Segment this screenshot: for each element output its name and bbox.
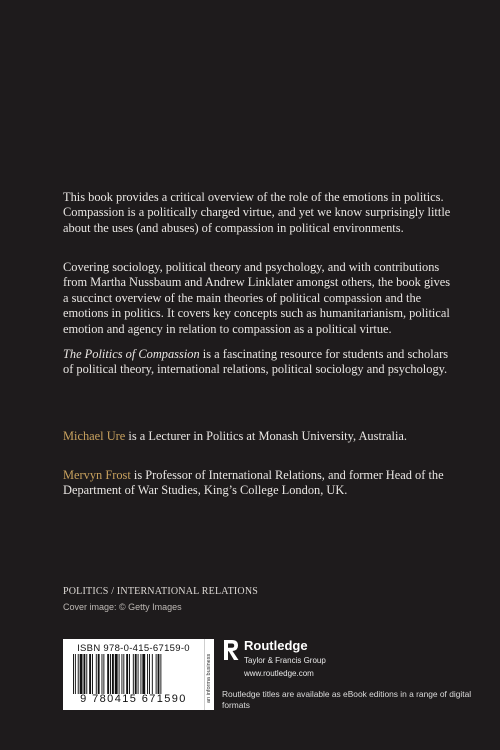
publisher-name: Routledge: [244, 638, 308, 653]
barcode-bar: [78, 654, 79, 694]
barcode-bar: [112, 654, 114, 694]
barcode-bar: [115, 654, 118, 694]
barcode-bar: [80, 654, 83, 694]
blurb-text: Covering sociology, political theory and psychology, and with contributions from Martha Nussbaum and Andrew Linklater amongst others, the book gives a succinct overview of the main theories of political compassion and the emotions in politics. It covers key concepts such as humanitarianism, political emotion and agency in relation to compassion as a political virtue.: [63, 260, 451, 336]
cover-credit: Cover image: © Getty Images: [63, 602, 182, 612]
author-name: Mervyn Frost: [63, 468, 131, 482]
blurb-text: This book provides a critical overview of the role of the emotions in politics. Compassion is a politically charged virtue, and yet we know surprisingly little about the uses (and abuses) of compassion in political environments.: [63, 190, 451, 235]
barcode-bar: [83, 654, 85, 694]
barcode-bars: [73, 654, 194, 694]
barcode-bar: [135, 654, 137, 694]
isbn-digits: 9 780415 671590: [80, 693, 187, 705]
barcode-bar: [107, 654, 109, 694]
ebook-note: Routledge titles are available as eBook editions in a range of digital formats: [222, 689, 472, 710]
side-strip-text: an informa business: [206, 653, 212, 703]
barcode-bar: [110, 654, 111, 694]
subject-category: POLITICS / INTERNATIONAL RELATIONS: [63, 586, 259, 597]
publisher-group: Taylor & Francis Group: [244, 656, 326, 665]
author-bio: is Professor of International Relations, and former Head of the Department of War Studies, King’s College London, UK.: [63, 468, 444, 498]
barcode-bar: [158, 654, 160, 694]
author-bio-2: [63, 468, 473, 499]
barcode-bar: [123, 654, 124, 694]
barcode-bar: [147, 654, 148, 694]
barcode-bar: [152, 654, 153, 694]
barcode-bar: [96, 654, 97, 694]
barcode-bar: [160, 654, 161, 694]
barcode-bar: [133, 654, 134, 694]
barcode-bar: [126, 654, 128, 694]
barcode-bar: [86, 654, 87, 694]
isbn-label: ISBN 978-0-415-67159-0: [77, 643, 190, 654]
barcode-bar: [138, 654, 139, 694]
barcode-bar: [103, 654, 104, 694]
author-name: Michael Ure: [63, 429, 126, 443]
barcode-bar: [89, 654, 91, 694]
barcode-bar: [129, 654, 130, 694]
barcode-bar: [156, 654, 157, 694]
barcode-bar: [121, 654, 122, 694]
barcode-bar: [98, 654, 100, 694]
barcode-bar: [73, 654, 74, 694]
barcode: [63, 639, 204, 710]
barcode-bar: [92, 654, 93, 694]
book-title: The Politics of Compassion: [63, 347, 200, 361]
routledge-logo-icon: [222, 639, 240, 661]
barcode-bar: [75, 654, 76, 694]
blurb-text-rest: is a fascinating resource for students and scholars of political theory, international relations, political sociology and psychology.: [63, 347, 449, 377]
barcode-bar: [119, 654, 120, 694]
barcode-bar: [140, 654, 141, 694]
publisher-website[interactable]: www.routledge.com: [244, 669, 314, 678]
side-strip: [204, 639, 214, 710]
author-bio-1: [63, 429, 473, 444]
author-bio: is a Lecturer in Politics at Monash University, Australia.: [125, 429, 407, 443]
barcode-bar: [149, 654, 150, 694]
blurb-paragraph-1: [63, 190, 453, 236]
blurb-paragraph-2: [63, 260, 453, 337]
blurb-paragraph-3: [63, 347, 453, 378]
barcode-bar: [142, 654, 145, 694]
barcode-bar: [102, 654, 103, 694]
blurb-text: [63, 347, 453, 378]
